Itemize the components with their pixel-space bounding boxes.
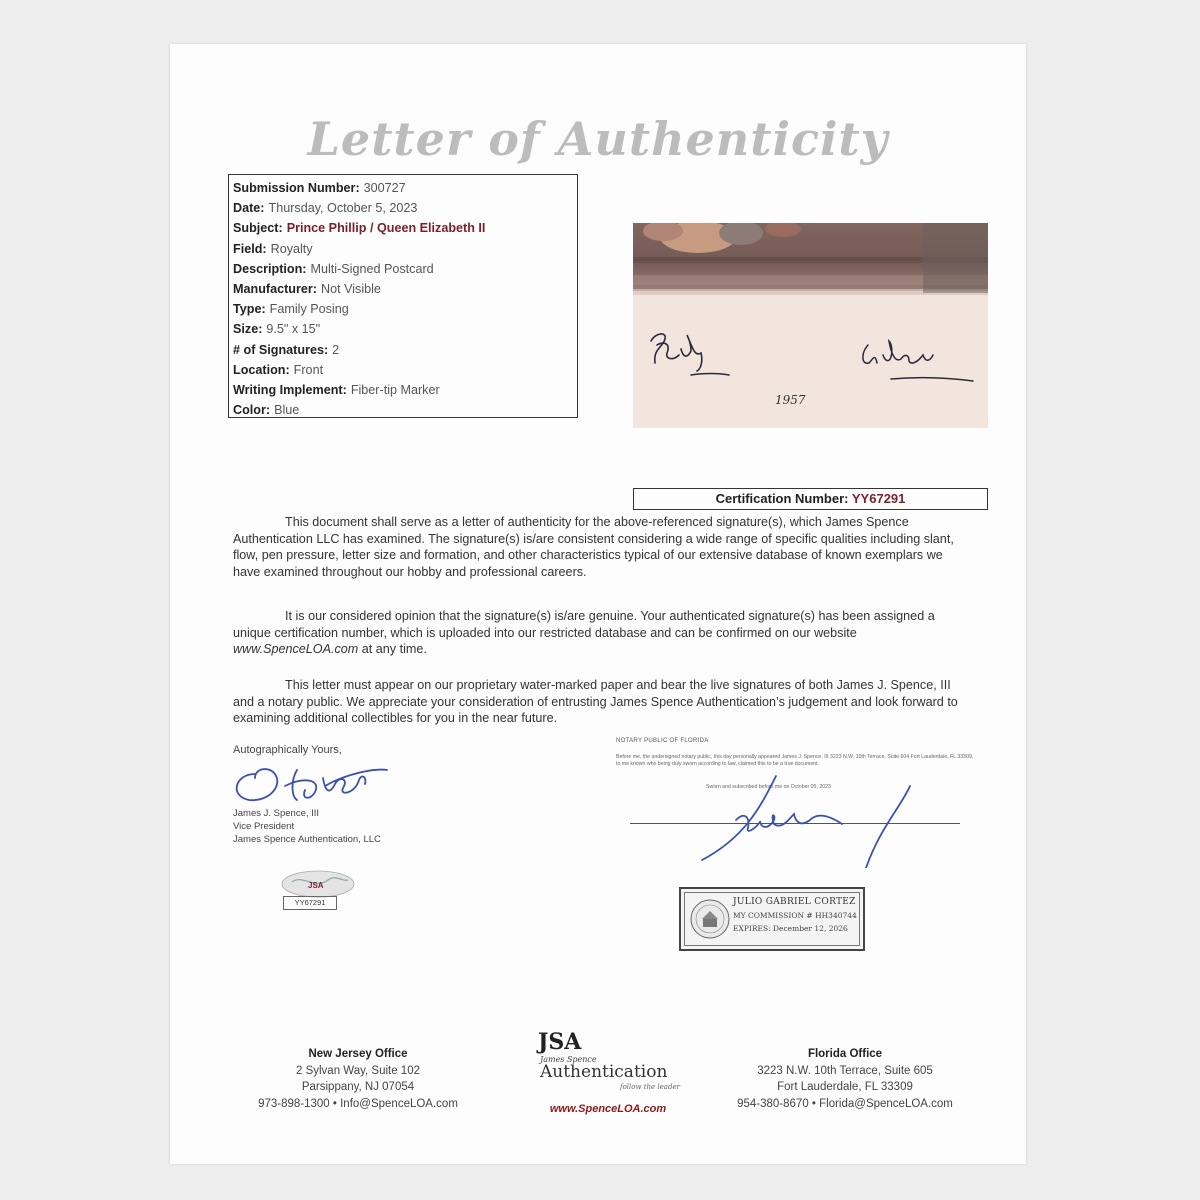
- detail-value: Fiber-tip Marker: [350, 382, 440, 397]
- detail-label: Color:: [233, 403, 271, 418]
- detail-label: Type:: [233, 302, 266, 317]
- paragraph-2-end: at any time.: [358, 642, 427, 657]
- detail-value: Royalty: [270, 241, 313, 256]
- detail-row-field: [233, 239, 573, 259]
- hologram-number: YY67291: [283, 896, 337, 910]
- detail-label: Description:: [233, 261, 307, 276]
- notary-sworn: Sworn and subscribed before me on October 05, 2023: [706, 784, 831, 790]
- nj-office-line2: Parsippany, NJ 07054: [301, 1081, 415, 1093]
- footer-website-link[interactable]: www.SpenceLOA.com: [549, 1103, 667, 1115]
- jsa-logo-word: Authentication: [540, 1062, 668, 1082]
- spence-signature-graphic: [225, 756, 395, 806]
- fl-office: [725, 1046, 965, 1112]
- detail-label: Location:: [233, 362, 290, 377]
- letter-title: Letter of Authenticity: [307, 112, 889, 166]
- detail-row-description: [233, 259, 573, 279]
- detail-row-submission: [233, 178, 573, 198]
- notary-heading: NOTARY PUBLIC OF FLORIDA: [616, 738, 709, 744]
- notary-stamp-name: JULIO GABRIEL CORTEZ: [733, 897, 856, 907]
- detail-label: Submission Number:: [233, 181, 360, 195]
- detail-value: Not Visible: [320, 281, 381, 296]
- detail-value: 300727: [363, 181, 406, 195]
- detail-label: Manufacturer:: [233, 281, 317, 296]
- detail-row-color: [233, 400, 573, 420]
- nj-office: [238, 1046, 478, 1112]
- certification-box: [633, 488, 988, 510]
- notary-seal-icon: [689, 897, 731, 941]
- letter-page: [170, 44, 1026, 1164]
- item-photo: [633, 223, 988, 428]
- detail-row-signatures: [233, 340, 573, 360]
- nj-office-contact: 973-898-1300 • Info@SpenceLOA.com: [258, 1097, 458, 1110]
- certification-label: Certification Number:: [715, 491, 849, 506]
- jsa-logo: [528, 1029, 688, 1109]
- detail-value: Front: [293, 362, 324, 377]
- detail-row-size: [233, 319, 573, 339]
- jsa-logo-tagline: follow the leader: [620, 1083, 680, 1091]
- detail-value: Blue: [274, 403, 300, 418]
- paragraph-2-start: It is our considered opinion that the signature(s) is/are genuine. Your authenticated signature(s) has been assigned a unique certification number, which is uploaded into our restricted database and can be confirmed on our website: [233, 609, 935, 640]
- jsa-logo-letters: JSA: [538, 1029, 582, 1055]
- certification-number: YY67291: [851, 491, 906, 506]
- signed-postcard-image: [633, 223, 988, 428]
- detail-row-subject: [233, 218, 573, 238]
- paragraph-3: This letter must appear on our proprietary water-marked paper and bear the live signatures of both James J. Spence, III and a notary public. We appreciate your consideration of entrusting James Spence Authentication’s judgement and look forward to examining additional collectibles for you in the near future.: [233, 678, 958, 726]
- fl-office-line1: 3223 N.W. 10th Terrace, Suite 605: [757, 1064, 933, 1077]
- detail-label: Field:: [233, 241, 267, 256]
- fl-office-heading: Florida Office: [807, 1048, 883, 1060]
- nj-office-heading: New Jersey Office: [308, 1048, 408, 1060]
- website-link[interactable]: www.SpenceLOA.com: [233, 642, 359, 657]
- detail-row-implement: [233, 380, 573, 400]
- detail-label: Size:: [233, 322, 263, 337]
- detail-value: 2: [332, 342, 340, 357]
- closing-line: Autographically Yours,: [233, 744, 342, 756]
- svg-text:JSA: JSA: [308, 881, 324, 890]
- jsa-logo-name: James Spence: [540, 1055, 597, 1064]
- detail-label: Subject:: [233, 221, 283, 236]
- nj-office-line1: 2 Sylvan Way, Suite 102: [295, 1064, 420, 1077]
- detail-value: 9.5" x 15": [266, 322, 321, 337]
- detail-value: Multi-Signed Postcard: [310, 261, 434, 276]
- notary-signature-graphic: [690, 768, 920, 868]
- signer-name: James J. Spence, III: [233, 808, 320, 819]
- paragraph-2: [233, 608, 963, 658]
- detail-label: Date:: [233, 201, 265, 216]
- notary-text: Before me, the undersigned notary public, this day personally appeared James J. Spence, III 3223 N.W. 10th Terrace, Suite 604 Fort Lauderdale, FL 33309, to me known who being duly sworn according to law, claimed this to be a true document.: [616, 754, 974, 767]
- detail-value: Thursday, October 5, 2023: [268, 201, 418, 216]
- fl-office-line2: Fort Lauderdale, FL 33309: [777, 1081, 913, 1093]
- detail-row-manufacturer: [233, 279, 573, 299]
- detail-label: Writing Implement:: [233, 382, 347, 397]
- detail-value: Prince Phillip / Queen Elizabeth II: [286, 221, 486, 236]
- paragraph-1: This document shall serve as a letter of authenticity for the above-referenced signature(s), which James Spence Authentication LLC has examined. The signature(s) is/are consistent considering a wide range of specific qualities including slant, flow, pen pressure, letter size and formation, and other characteristics typical of our extensive database of known exemplars we have examined throughout our hobby and professional careers.: [233, 515, 954, 579]
- fl-office-contact: 954-380-8670 • Florida@SpenceLOA.com: [737, 1097, 953, 1110]
- detail-row-type: [233, 299, 573, 319]
- notary-stamp: [679, 887, 865, 951]
- detail-row-location: [233, 360, 573, 380]
- notary-stamp-expires: EXPIRES: December 12, 2026: [733, 924, 848, 933]
- details-box: [228, 174, 578, 418]
- signer-role: Vice President: [233, 821, 295, 832]
- notary-stamp-commission: MY COMMISSION # HH340744: [733, 911, 857, 920]
- signer-company: James Spence Authentication, LLC: [233, 834, 381, 845]
- detail-row-date: [233, 198, 573, 218]
- detail-value: Family Posing: [269, 302, 349, 317]
- detail-label: # of Signatures:: [233, 342, 329, 357]
- photo-year-text: 1957: [775, 393, 806, 407]
